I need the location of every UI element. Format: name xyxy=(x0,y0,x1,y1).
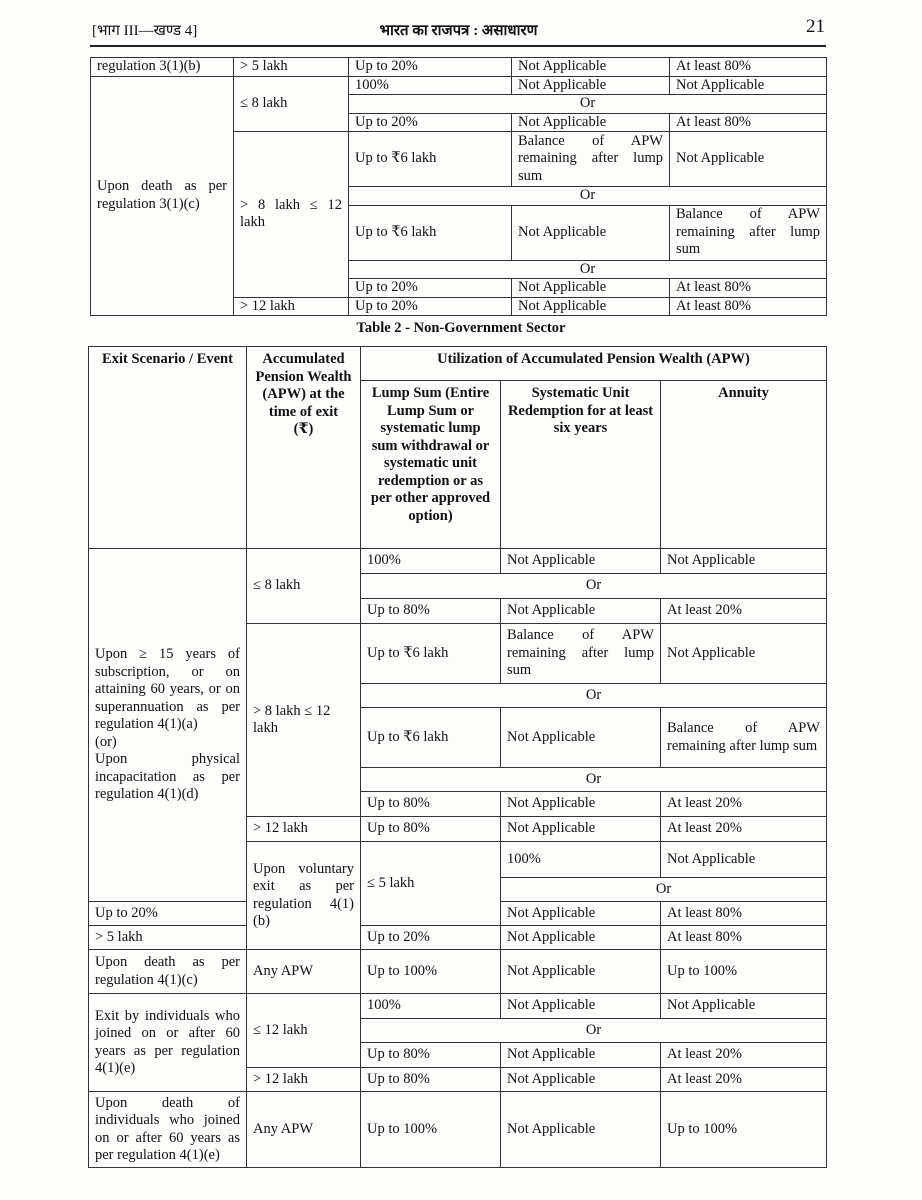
lump-sum-cell: Up to ₹6 lakh xyxy=(361,708,501,768)
annuity-cell: Not Applicable xyxy=(670,132,827,187)
lump-sum-cell: 100% xyxy=(361,994,501,1019)
lump-sum-cell: Up to 80% xyxy=(361,1068,501,1092)
event-cell: Exit by individuals who joined on or after 60 years as per regulation 4(1)(e) xyxy=(89,994,247,1092)
event-line: Upon ≥ 15 years of subscription, or on attaining 60 years, or on superannuation as per regulation 4(1)(a) xyxy=(95,646,240,733)
lump-sum-cell: Up to 20% xyxy=(349,279,512,298)
apw-cell: ≤ 12 lakh xyxy=(247,994,361,1068)
event-line: (or) xyxy=(95,733,117,750)
table-row xyxy=(89,994,827,1019)
annuity-cell: Balance of APW remaining after lump sum xyxy=(661,708,827,768)
or-cell: Or xyxy=(361,1019,827,1043)
lump-sum-cell: Up to ₹6 lakh xyxy=(349,132,512,187)
apw-cell: ≤ 8 lakh xyxy=(247,549,361,624)
table-row xyxy=(91,58,827,77)
sur-cell: Not Applicable xyxy=(512,58,670,77)
table-1-continuation xyxy=(90,57,827,316)
annuity-cell: At least 80% xyxy=(670,58,827,77)
annuity-cell: Not Applicable xyxy=(670,76,827,95)
sur-cell: Not Applicable xyxy=(661,842,827,878)
table-2-title: Table 2 - Non-Government Sector xyxy=(356,320,566,336)
event-cell: Upon voluntary exit as per regulation 4(1)(b) xyxy=(247,842,361,950)
event-cell: Upon death as per regulation 4(1)(c) xyxy=(89,950,247,994)
annuity-cell: At least 20% xyxy=(661,817,827,842)
lump-sum-cell: Up to 80% xyxy=(361,599,501,624)
annuity-cell: At least 80% xyxy=(670,297,827,316)
annuity-cell: Up to 100% xyxy=(661,950,827,994)
apw-cell: > 5 lakh xyxy=(89,926,247,950)
or-cell: Or xyxy=(349,187,827,206)
table-row xyxy=(91,76,827,95)
annuity-cell: At least 80% xyxy=(661,902,827,926)
or-cell: Or xyxy=(361,768,827,792)
header-apw-text: Accumulated Pension Wealth (APW) at the time of exit xyxy=(255,351,352,420)
annuity-cell: Up to 100% xyxy=(661,1092,827,1168)
sur-cell: Not Applicable xyxy=(501,599,661,624)
page-number: 21 xyxy=(806,16,825,37)
annuity-cell: Balance of APW remaining after lump sum xyxy=(670,205,827,260)
sur-cell: Not Applicable xyxy=(512,205,670,260)
sur-cell: Not Applicable xyxy=(501,950,661,994)
annuity-cell: At least 80% xyxy=(661,926,827,950)
header-apw xyxy=(247,347,361,549)
annuity-cell: At least 20% xyxy=(661,599,827,624)
header-sur: Systematic Unit Redemption for at least six years xyxy=(501,381,661,549)
header-annuity: Annuity xyxy=(661,381,827,549)
lump-sum-cell: Up to 20% xyxy=(89,902,247,926)
table-header-row xyxy=(89,347,827,381)
lump-sum-cell: Up to 20% xyxy=(349,297,512,316)
or-cell: Or xyxy=(349,260,827,279)
sur-cell: Not Applicable xyxy=(512,113,670,132)
apw-cell: > 8 lakh ≤ 12 lakh xyxy=(234,132,349,298)
or-cell: Or xyxy=(501,878,827,902)
lump-sum-cell: 100% xyxy=(349,76,512,95)
table-row xyxy=(89,950,827,994)
header-lump-sum: Lump Sum (Entire Lump Sum or systematic lump sum withdrawal or systematic unit redemption or as per other approved option) xyxy=(361,381,501,549)
sur-cell: Not Applicable xyxy=(501,817,661,842)
event-line: Upon physical incapacitation as per regulation 4(1)(d) xyxy=(95,751,240,803)
event-cell: Upon death of individuals who joined on or after 60 years as per regulation 4(1)(e) xyxy=(89,1092,247,1168)
sur-cell: Not Applicable xyxy=(501,792,661,817)
lump-sum-cell: Up to 20% xyxy=(349,113,512,132)
lump-sum-cell: Up to ₹6 lakh xyxy=(349,205,512,260)
lump-sum-cell: Up to ₹6 lakh xyxy=(361,624,501,684)
table-row xyxy=(89,1092,827,1168)
apw-cell: > 8 lakh ≤ 12 lakh xyxy=(247,624,361,817)
lump-sum-cell: 100% xyxy=(501,842,661,878)
gazette-title: भारत का राजपत्र : असाधारण xyxy=(379,23,538,39)
part-section-label: [भाग III—खण्ड 4] xyxy=(92,23,198,39)
apw-cell: > 12 lakh xyxy=(247,817,361,842)
table-row xyxy=(89,926,827,950)
apw-cell: Any APW xyxy=(247,1092,361,1168)
sur-cell: Balance of APW remaining after lump sum xyxy=(501,624,661,684)
sur-cell: Not Applicable xyxy=(501,708,661,768)
event-cell xyxy=(89,549,247,902)
annuity-cell: At least 20% xyxy=(661,792,827,817)
event-cell: Upon death as per regulation 3(1)(c) xyxy=(91,76,234,316)
lump-sum-cell: 100% xyxy=(361,549,501,574)
table-row xyxy=(89,549,827,574)
apw-cell: > 12 lakh xyxy=(234,297,349,316)
annuity-cell: At least 20% xyxy=(661,1068,827,1092)
or-cell: Or xyxy=(361,574,827,599)
apw-cell: ≤ 8 lakh xyxy=(234,76,349,132)
lump-sum-cell: Up to 100% xyxy=(361,1092,501,1168)
annuity-cell: Not Applicable xyxy=(661,994,827,1019)
apw-cell: Any APW xyxy=(247,950,361,994)
lump-sum-cell: Up to 20% xyxy=(361,926,501,950)
annuity-cell: At least 20% xyxy=(661,1043,827,1068)
header-event: Exit Scenario / Event xyxy=(89,347,247,549)
lump-sum-cell: Up to 20% xyxy=(349,58,512,77)
apw-cell: > 12 lakh xyxy=(247,1068,361,1092)
annuity-cell: Not Applicable xyxy=(661,549,827,574)
apw-cell: ≤ 5 lakh xyxy=(361,842,501,926)
table-2-non-government xyxy=(88,346,827,1168)
annuity-cell: Not Applicable xyxy=(661,624,827,684)
header-apw-unit: (₹) xyxy=(293,421,314,437)
or-cell: Or xyxy=(349,95,827,114)
lump-sum-cell: Up to 80% xyxy=(361,817,501,842)
header-utilization: Utilization of Accumulated Pension Wealth (APW) xyxy=(361,347,827,381)
sur-cell: Not Applicable xyxy=(501,994,661,1019)
lump-sum-cell: Up to 100% xyxy=(361,950,501,994)
header-rule xyxy=(90,45,826,47)
sur-cell: Not Applicable xyxy=(501,1092,661,1168)
page-header xyxy=(92,16,825,42)
sur-cell: Balance of APW remaining after lump sum xyxy=(512,132,670,187)
sur-cell: Not Applicable xyxy=(512,297,670,316)
event-cell: regulation 3(1)(b) xyxy=(91,58,234,77)
sur-cell: Not Applicable xyxy=(501,902,661,926)
sur-cell: Not Applicable xyxy=(512,76,670,95)
lump-sum-cell: Up to 80% xyxy=(361,792,501,817)
sur-cell: Not Applicable xyxy=(512,279,670,298)
lump-sum-cell: Up to 80% xyxy=(361,1043,501,1068)
apw-cell: > 5 lakh xyxy=(234,58,349,77)
annuity-cell: At least 80% xyxy=(670,279,827,298)
sur-cell: Not Applicable xyxy=(501,549,661,574)
annuity-cell: At least 80% xyxy=(670,113,827,132)
or-cell: Or xyxy=(361,684,827,708)
sur-cell: Not Applicable xyxy=(501,1043,661,1068)
sur-cell: Not Applicable xyxy=(501,1068,661,1092)
sur-cell: Not Applicable xyxy=(501,926,661,950)
